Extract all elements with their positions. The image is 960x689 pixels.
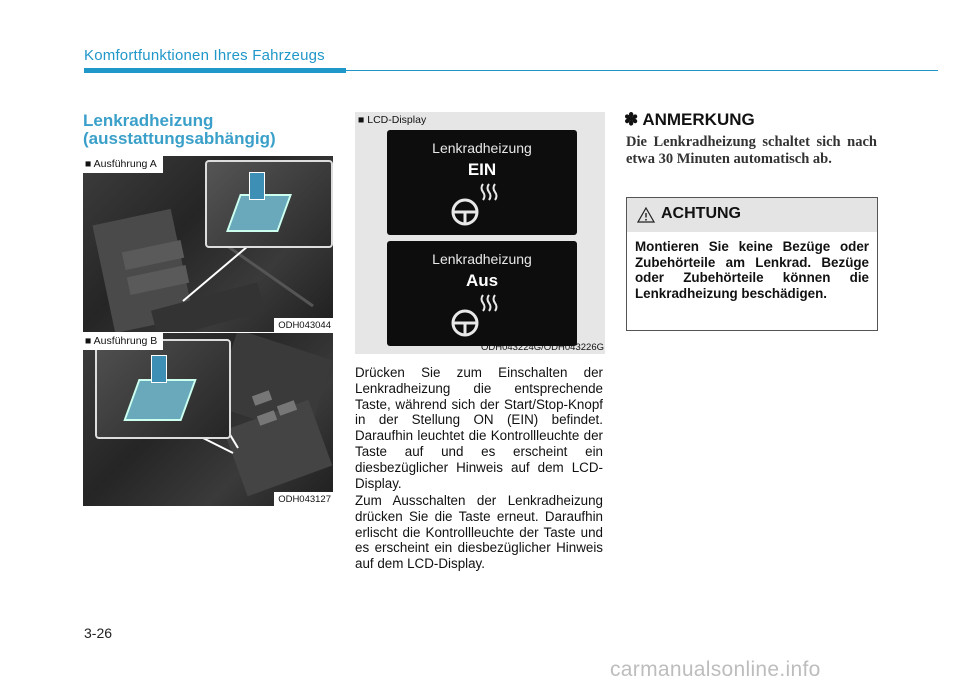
note-text: Die Lenkradheizung schaltet sich nach etwa 30 Minuten automatisch ab. bbox=[626, 134, 877, 167]
lcd-figure-label: ■ LCD-Display bbox=[358, 114, 427, 126]
header-accent-bar bbox=[84, 68, 346, 73]
note-title: ANMERKUNG bbox=[642, 110, 755, 129]
note-symbol-icon: ✽ bbox=[624, 110, 639, 129]
figure-variant-a bbox=[83, 156, 333, 332]
figure-a-label: ■ Ausführung A bbox=[83, 156, 163, 173]
figure-lcd-display bbox=[355, 112, 605, 354]
lcd-on-title: Lenkradheizung bbox=[432, 140, 532, 156]
caution-header bbox=[627, 198, 877, 232]
header-rule bbox=[346, 70, 938, 71]
press-arrow-icon bbox=[249, 172, 265, 200]
lcd-off-title: Lenkradheizung bbox=[432, 251, 532, 267]
caution-title: ACHTUNG bbox=[661, 205, 741, 222]
lcd-figure-code: ODH043224G/ODH043226G bbox=[480, 342, 604, 353]
warning-triangle-icon bbox=[637, 207, 655, 223]
figure-b-label: ■ Ausführung B bbox=[83, 333, 163, 350]
section-title-line2: (ausstattungsabhängig) bbox=[83, 129, 276, 148]
caution-text: Montieren Sie keine Bezüge oder Zubehörteile am Lenkrad. Bezüge oder Zubehörteile können die Lenkradheizung beschädigen. bbox=[635, 239, 869, 301]
figure-variant-b bbox=[83, 333, 333, 506]
watermark: carmanualsonline.info bbox=[610, 658, 821, 681]
section-title bbox=[83, 112, 333, 148]
lcd-on-state: EIN bbox=[467, 160, 497, 179]
lcd-panel-on bbox=[387, 130, 577, 235]
instructions-paragraph-1: Drücken Sie zum Einschalten der Lenkradheizung die entsprechende Taste, während sich der Start/Stop-Knopf in der Stellung ON (EIN) befindet. Daraufhin leuchtet die Kontrollleuchte der Taste auf und es erscheint ein diesbezüglicher Hinweis auf dem LCD-Display. bbox=[355, 365, 603, 491]
page-number: 3-26 bbox=[84, 625, 113, 641]
lcd-off-state: Aus bbox=[465, 271, 499, 290]
heated-wheel-button bbox=[123, 379, 196, 421]
press-arrow-icon bbox=[151, 355, 167, 383]
caution-box bbox=[626, 197, 878, 331]
heated-steering-wheel-icon bbox=[387, 182, 577, 232]
figure-b-code: ODH043127 bbox=[274, 492, 333, 506]
instructions-paragraph-2: Zum Ausschalten der Lenkradheizung drücken Sie die Taste erneut. Daraufhin erlischt die Kontrollleuchte der Taste und es erscheint ein diesbezüglicher Hinweis auf dem LCD-Display. bbox=[355, 493, 603, 572]
inset-zoom-a bbox=[205, 160, 333, 248]
figure-a-code: ODH043044 bbox=[274, 318, 333, 332]
lcd-panel-off bbox=[387, 241, 577, 346]
section-title-line1: Lenkradheizung bbox=[83, 111, 214, 130]
chapter-title: Komfortfunktionen Ihres Fahrzeugs bbox=[84, 47, 325, 64]
inset-zoom-b bbox=[95, 339, 231, 439]
note-heading bbox=[624, 110, 755, 130]
heated-steering-wheel-icon bbox=[387, 293, 577, 343]
